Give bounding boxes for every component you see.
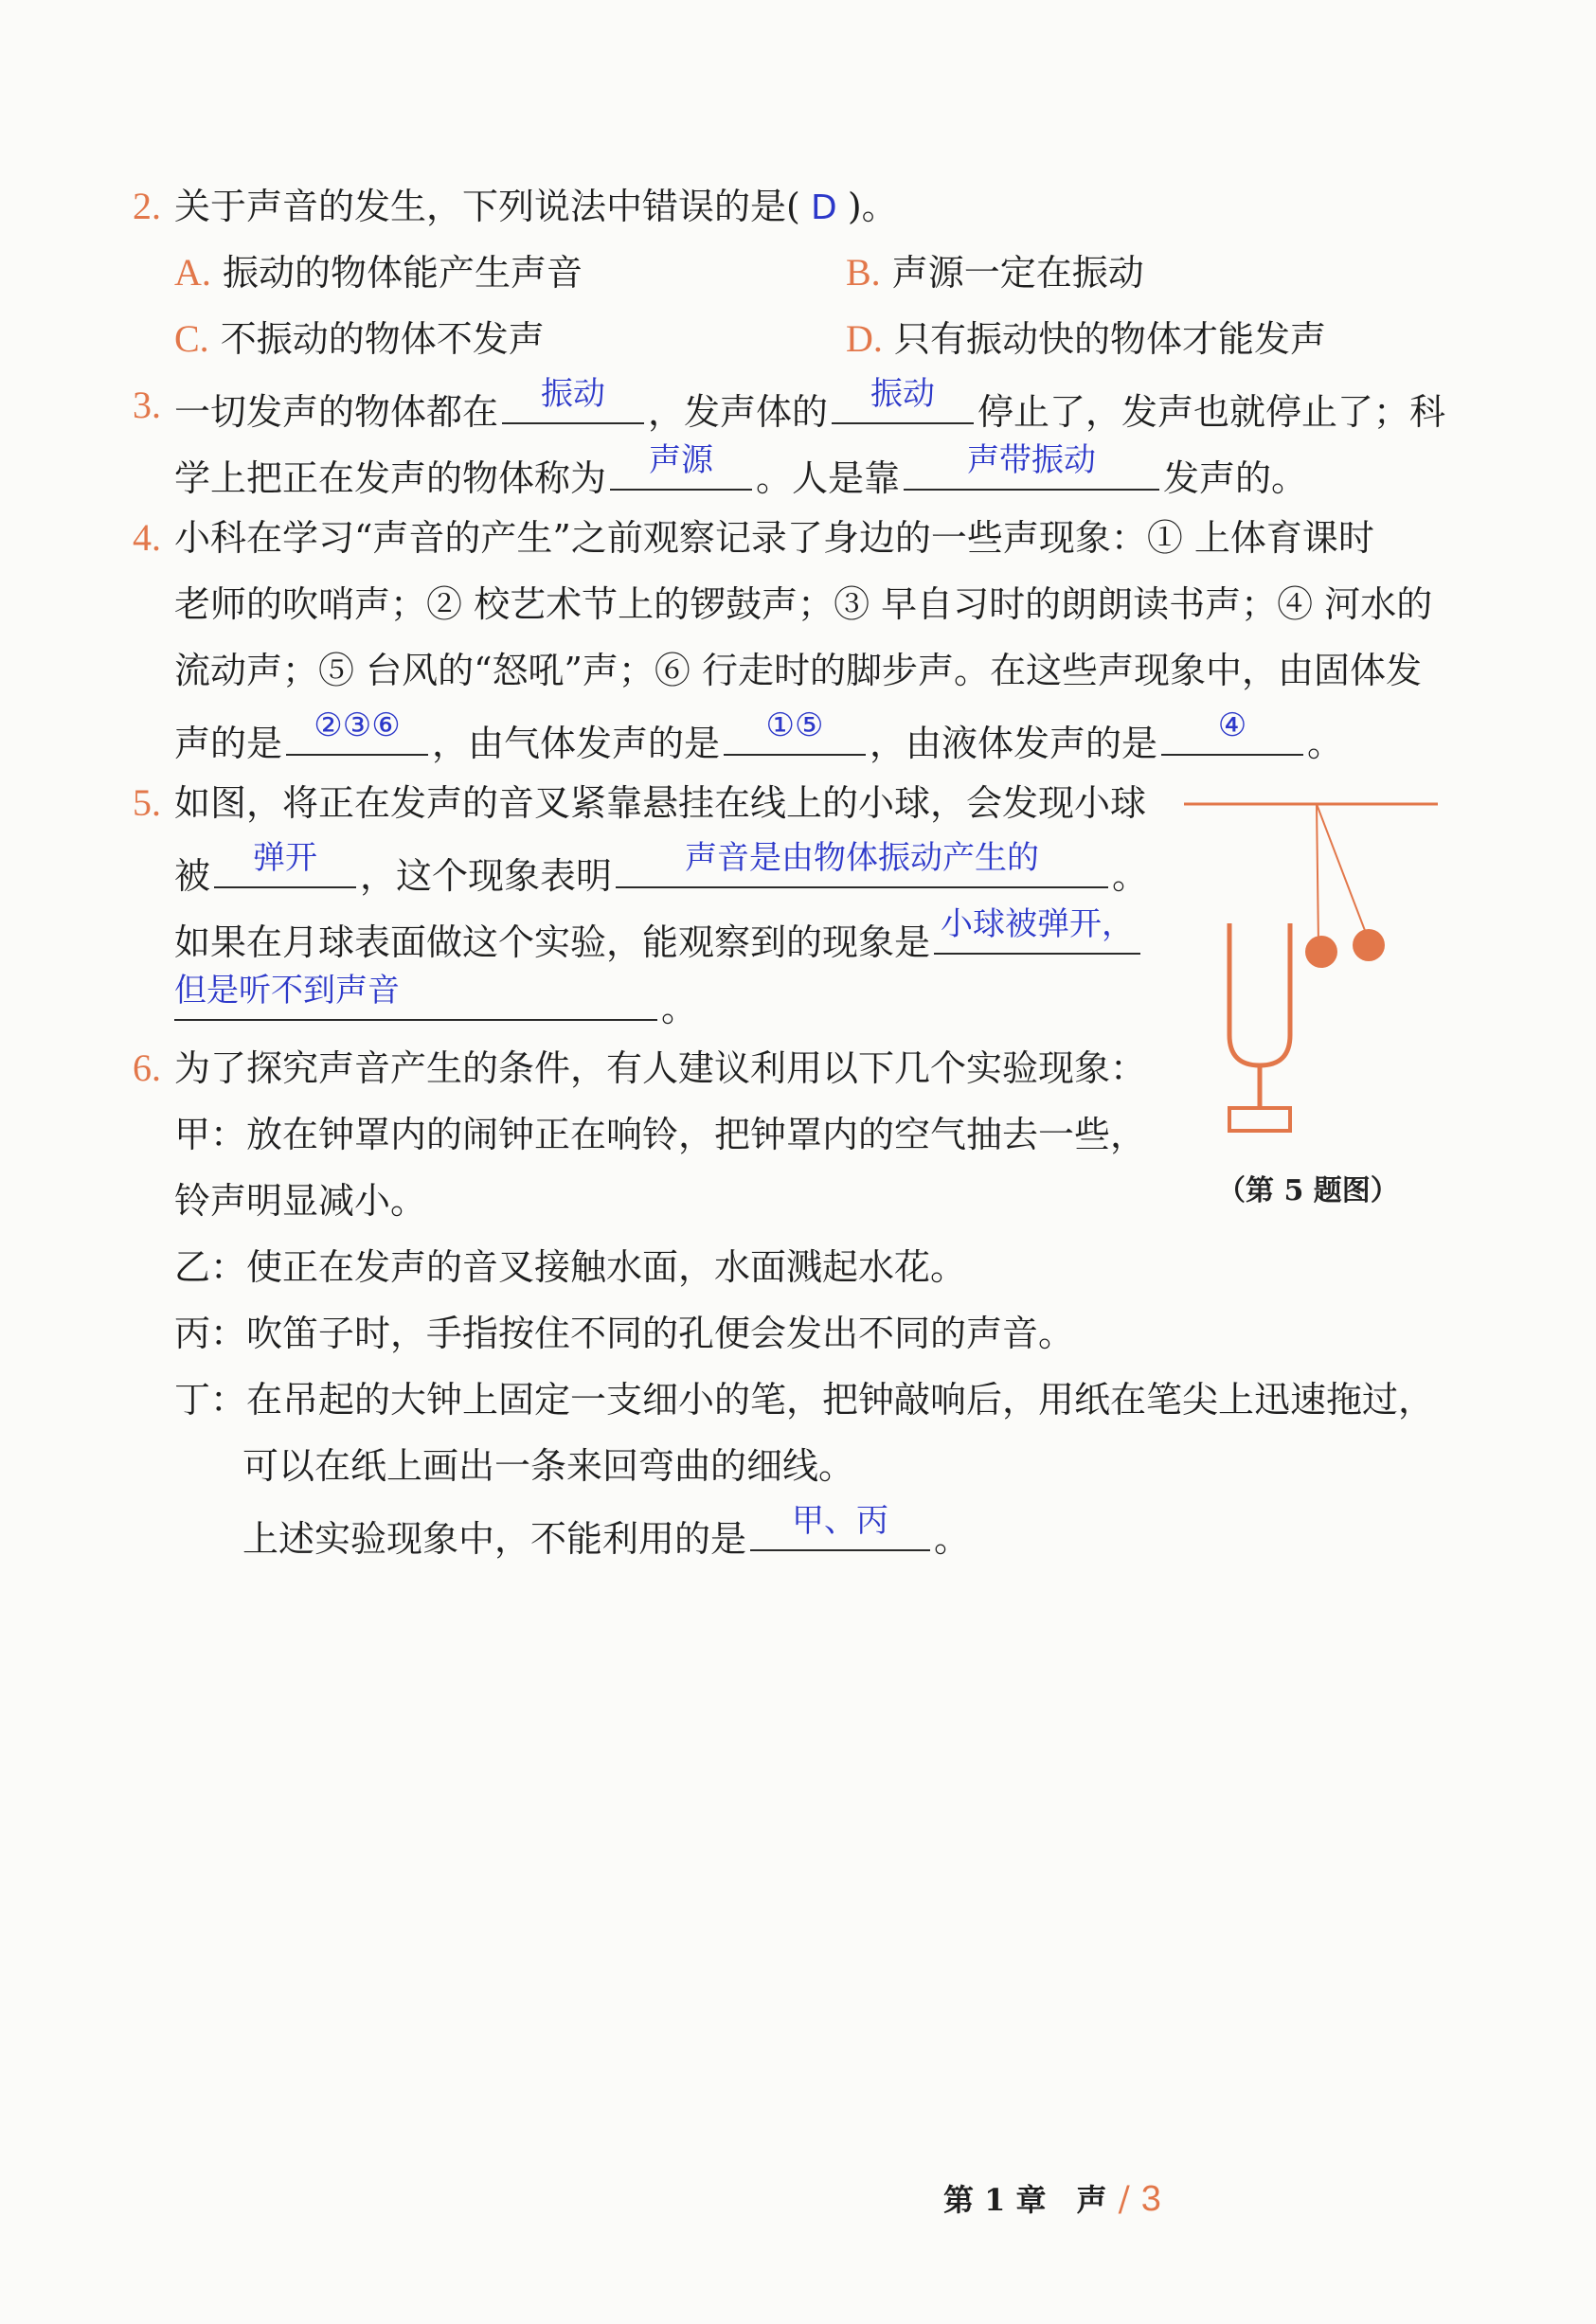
q5-blank-2 bbox=[616, 839, 1108, 888]
q4-text-1: 小科在学习“声音的产生”之前观察记录了身边的一些声现象：① 上体育课时 bbox=[174, 517, 1374, 559]
q3-text-6: 发声的。 bbox=[1163, 457, 1308, 499]
q3-number: 3. bbox=[133, 384, 161, 426]
q6-text-2: 甲：放在钟罩内的闹钟正在响铃，把钟罩内的空气抽去一些， bbox=[174, 1114, 1147, 1155]
q6-text-7: 可以在纸上画出一条来回弯曲的细线。 bbox=[242, 1445, 855, 1487]
q2-stem: 关于声音的发生，下列说法中错误的是( bbox=[174, 186, 800, 227]
q6-text-6: 丁：在吊起的大钟上固定一支细小的笔，把钟敲响后，用纸在笔尖上迅速拖过， bbox=[174, 1379, 1435, 1421]
q5-blank-3a bbox=[934, 905, 1140, 955]
q4-blank-1 bbox=[286, 706, 428, 756]
figure-caption: （第 5 题图） bbox=[1217, 1174, 1399, 1207]
q5-number: 5. bbox=[133, 781, 161, 824]
q4-blank-3 bbox=[1161, 706, 1303, 756]
q6-text-5: 丙：吹笛子时，手指按住不同的孔便会发出不同的声音。 bbox=[174, 1313, 1075, 1354]
q2-number: 2. bbox=[133, 185, 161, 227]
tuning-fork bbox=[1229, 923, 1290, 1065]
q5-text-4: 。 bbox=[661, 988, 698, 1029]
q3-blank-2 bbox=[832, 375, 974, 424]
q2-option-b: B. 声源一定在振动 bbox=[846, 251, 1144, 294]
q2-option-a: A. 振动的物体能产生声音 bbox=[174, 251, 583, 294]
q5-text-2b: ，这个现象表明 bbox=[360, 855, 613, 897]
q5-answer-1: 弹开 bbox=[253, 839, 318, 877]
q4-text-4c: ，由液体发声的是 bbox=[870, 723, 1158, 764]
q4-number: 4. bbox=[133, 516, 161, 559]
page-number: 3 bbox=[1140, 2179, 1161, 2219]
q6-text-1: 为了探究声音产生的条件，有人建议利用以下几个实验现象： bbox=[174, 1047, 1147, 1089]
q3-blank-4 bbox=[904, 441, 1159, 491]
q2-answer: D bbox=[810, 188, 837, 227]
q4-answer-1: ②③⑥ bbox=[314, 706, 401, 744]
q3-answer-2: 振动 bbox=[870, 375, 936, 413]
q4-answer-2: ①⑤ bbox=[765, 706, 824, 744]
q4-answer-3: ④ bbox=[1217, 706, 1247, 744]
q4-text-4b: ，由气体发声的是 bbox=[432, 723, 721, 764]
q6-text-4: 乙：使正在发声的音叉接触水面，水面溅起水花。 bbox=[174, 1246, 967, 1288]
q3-blank-1 bbox=[502, 375, 644, 424]
q2-stem-end: )。 bbox=[847, 186, 898, 227]
q6-blank-1 bbox=[750, 1502, 930, 1551]
q4-text-2: 老师的吹哨声；② 校艺术节上的锣鼓声；③ 早自习时的朗朗读书声；④ 河水的 bbox=[174, 583, 1433, 625]
q3-blank-3 bbox=[610, 441, 752, 491]
q2-option-d: D. 只有振动快的物体才能发声 bbox=[846, 317, 1326, 360]
q3-text-1: 一切发声的物体都在 bbox=[174, 391, 499, 433]
q5-answer-3a: 小球被弹开， bbox=[941, 905, 1135, 943]
thread-2 bbox=[1317, 804, 1369, 940]
q2-option-c: C. 不振动的物体不发声 bbox=[174, 317, 545, 360]
ball-2 bbox=[1353, 929, 1385, 961]
tuning-fork-base bbox=[1229, 1108, 1290, 1131]
q5-blank-1 bbox=[214, 839, 356, 888]
q3-text-3: 停止了，发声也就停止了；科 bbox=[977, 391, 1446, 433]
q3-answer-1: 振动 bbox=[541, 375, 606, 413]
q5-text-3: 如果在月球表面做这个实验，能观察到的现象是 bbox=[174, 921, 931, 963]
q5-text-1: 如图，将正在发声的音叉紧靠悬挂在线上的小球，会发现小球 bbox=[174, 782, 1147, 824]
q5-text-2a: 被 bbox=[174, 855, 211, 897]
q6-answer-1: 甲、丙 bbox=[792, 1502, 889, 1540]
q5-blank-3b bbox=[174, 972, 657, 1021]
q6-text-8a: 上述实验现象中，不能利用的是 bbox=[242, 1518, 747, 1560]
q6-text-8b: 。 bbox=[934, 1518, 971, 1560]
q3-answer-3: 声源 bbox=[649, 441, 714, 479]
q4-blank-2 bbox=[724, 706, 866, 756]
q4-text-3: 流动声；⑤ 台风的“怒吼”声；⑥ 行走时的脚步声。在这些声现象中，由固体发 bbox=[174, 650, 1423, 691]
q5-answer-3b: 但是听不到声音 bbox=[174, 972, 400, 1010]
q6-text-3: 铃声明显减小。 bbox=[174, 1180, 427, 1222]
chapter-label: 第 1 章 声 bbox=[943, 2182, 1107, 2218]
tuning-fork-figure bbox=[1175, 781, 1449, 1160]
q5-text-2c: 。 bbox=[1112, 855, 1149, 897]
q5-answer-2: 声音是由物体振动产生的 bbox=[685, 839, 1040, 877]
q4-text-4a: 声的是 bbox=[174, 723, 283, 764]
ball-1 bbox=[1305, 936, 1337, 968]
q4-text-4d: 。 bbox=[1307, 723, 1344, 764]
q3-text-2: ，发声体的 bbox=[648, 391, 829, 433]
q3-text-5: 。人是靠 bbox=[756, 457, 901, 499]
page-footer bbox=[943, 2176, 1161, 2220]
q6-number: 6. bbox=[133, 1046, 161, 1089]
thread-1 bbox=[1317, 804, 1318, 944]
footer-divider: / bbox=[1118, 2180, 1130, 2219]
q3-answer-4: 声带振动 bbox=[967, 441, 1097, 479]
q3-text-4: 学上把正在发声的物体称为 bbox=[174, 457, 607, 499]
